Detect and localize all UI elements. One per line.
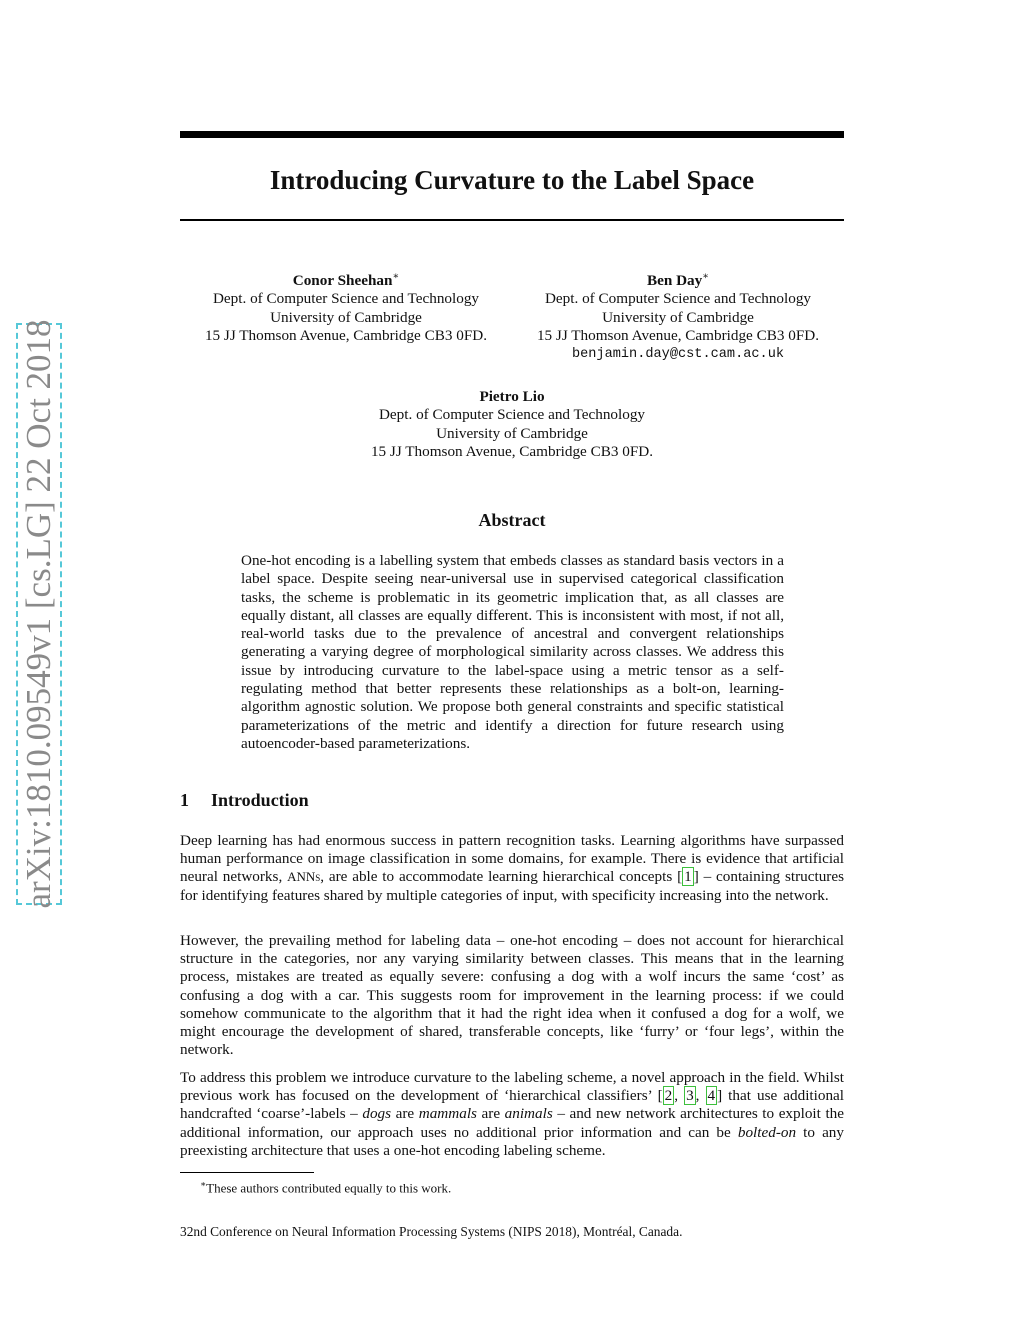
footnote-rule: [180, 1172, 314, 1173]
conference-notice: 32nd Conference on Neural Information Processing Systems (NIPS 2018), Montréal, Canada.: [180, 1224, 683, 1239]
author-university: University of Cambridge: [602, 308, 754, 326]
intro-paragraph-2: However, the prevailing method for labeling data – one-hot encoding – does not account for hierarchical structure in the categories, nor any varying similarity between classes. This means that in the learning process, mistakes are treated as equally severe: confusing a dog with a wolf incurs the same ‘cost’ as confusing a dog with a car. This suggests room for improvement in the learning process: if we could somehow communicate to the algorithm that it had the right idea when it confused a dog for a wolf, we might encourage the development of shared, transferable concepts, like ‘furry’ or ‘four legs’, within the network.: [180, 932, 844, 1059]
equal-contribution-mark: ∗: [702, 271, 710, 282]
paper-title: Introducing Curvature to the Label Space: [269, 165, 755, 195]
title-top-rule: [180, 131, 844, 138]
author-university: University of Cambridge: [436, 424, 588, 442]
author-block: [180, 268, 512, 346]
author-block: [300, 388, 724, 462]
author-dept: Dept. of Computer Science and Technology: [378, 406, 646, 424]
footnote-mark: ∗: [200, 1179, 207, 1189]
author-name: Conor Sheehan∗: [292, 271, 400, 290]
equal-contribution-mark: ∗: [392, 271, 400, 282]
author-university: University of Cambridge: [270, 308, 422, 326]
title-bottom-rule: [180, 219, 844, 221]
citation-link[interactable]: 2: [664, 1087, 673, 1105]
author-address: 15 JJ Thomson Avenue, Cambridge CB3 0FD.: [536, 327, 820, 345]
abstract-heading: Abstract: [478, 510, 546, 530]
citation-link[interactable]: 4: [707, 1087, 716, 1105]
author-email[interactable]: benjamin.day@cst.cam.ac.uk: [571, 346, 785, 362]
footnote: ∗These authors contributed equally to this work.: [200, 1179, 452, 1196]
section-heading: [180, 789, 309, 811]
author-block: [512, 268, 844, 364]
author-address: 15 JJ Thomson Avenue, Cambridge CB3 0FD.: [204, 327, 488, 345]
author-address: 15 JJ Thomson Avenue, Cambridge CB3 0FD.: [370, 443, 654, 461]
intro-paragraph-3: To address this problem we introduce curvature to the labeling scheme, a novel approach in the field. Whilst previous work has focused on the development of ‘hierarchical classifiers’ [ 2 , 3 , 4 ] that use additional handcrafted ‘coarse’-labels – dogs are mammals are animals – and new network architectures to exploit the additional information, our approach uses no additional prior information and can be bolted-on to any preexisting architecture that uses a one-hot encoding labeling scheme.: [180, 1069, 845, 1159]
section-title: Introduction: [211, 790, 309, 810]
author-name: Pietro Lio: [479, 388, 545, 405]
arxiv-sidebar: [16, 319, 62, 909]
author-dept: Dept. of Computer Science and Technology: [544, 290, 812, 308]
citation-link[interactable]: 1: [684, 868, 692, 886]
author-name: Ben Day∗: [646, 271, 710, 290]
arxiv-identifier[interactable]: arXiv:1810.09549v1 [cs.LG] 22 Oct 2018: [16, 323, 62, 905]
section-number: 1: [180, 790, 189, 810]
acronym-anns: ANNs: [287, 869, 321, 885]
citation-link[interactable]: 3: [686, 1087, 694, 1105]
intro-paragraph-1: Deep learning has had enormous success in pattern recognition tasks. Learning algorithms have surpassed human performance on image classification in some domains, for example. There is evidence that artificial neural networks, ANNs, are able to accommodate learning hierarchical concepts [ 1 ] – containing structures for identifying features shared by multiple categories of input, with specificity increasing into the network.: [180, 832, 844, 904]
author-dept: Dept. of Computer Science and Technology: [212, 290, 480, 308]
abstract-text: One-hot encoding is a labelling system that embeds classes as standard basis vectors in a label space. Despite seeing near-universal use in supervised categorical classification tasks, the scheme is problematic in its geometric implication that, as all classes are equally distant, all classes are equally different. This is inconsistent with most, if not all, real-world tasks due to the prevalence of ancestral and convergent relationships generating a varying degree of morphological similarity across classes. We address this issue by introducing curvature to the label-space using a metric tensor as a self-regulating method that better represents these relationships as a bolt-on, learning-algorithm agnostic solution. We propose both general constraints and specific statistical parameterizations of the metric and identify a direction for future research using autoencoder-based parameterizations.: [241, 552, 784, 752]
